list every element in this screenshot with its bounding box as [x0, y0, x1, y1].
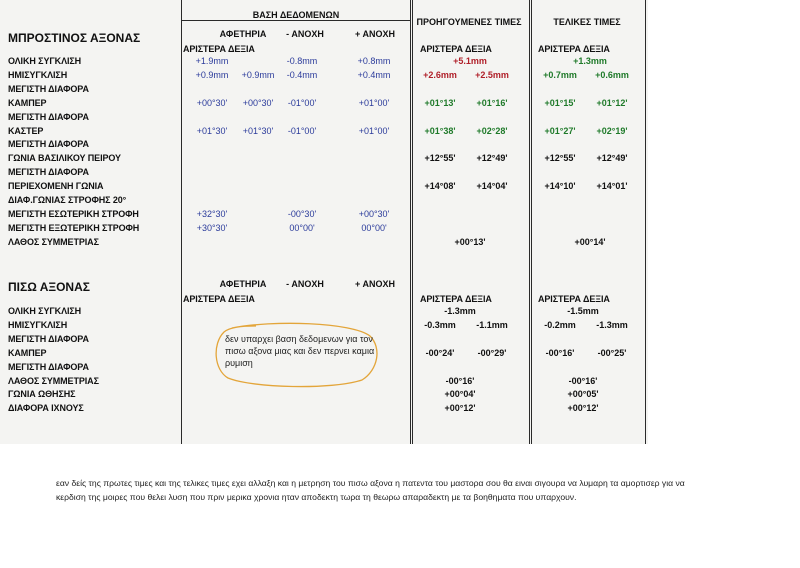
final-right-value: +0.6mm [595, 69, 629, 80]
front-row-label: ΚΑΣΤΕΡ [8, 125, 44, 136]
start-subheader: ΑΦΕΤΗΡΙΑ [219, 29, 267, 39]
tol-minus-subheader: - ΑΝΟΧΗ [286, 29, 324, 39]
rear-final-right-value: -00°25' [597, 347, 627, 358]
prev-values-header: ΠΡΟΗΓΟΥΜΕΝΕΣ ΤΙΜΕΣ [416, 17, 522, 27]
tol-minus-value: -00°30' [287, 208, 317, 219]
front-row-label: ΜΕΓΙΣΤΗ ΕΞΩΤΕΡΙΚΗ ΣΤΡΟΦΗ [8, 222, 140, 233]
rear-prev-right-value: -00°29' [477, 347, 507, 358]
front-row-label: ΔΙΑΦ.ΓΩΝΙΑΣ ΣΤΡΟΦΗΣ 20° [8, 195, 127, 205]
front-row-label: ΓΩΝΙΑ ΒΑΣΙΛΙΚΟΥ ΠΕΙΡΟΥ [8, 153, 121, 164]
prev-right-value: +2.5mm [475, 69, 509, 80]
final-right-value: +14°01' [596, 181, 628, 192]
tol-plus-value: +01°00' [358, 125, 390, 136]
rear-prev-left-value: +00°04' [444, 389, 476, 400]
db-right-value: +00°30' [242, 97, 274, 108]
rear-prev-left-value: -00°16' [445, 375, 475, 386]
front-row-label: ΜΕΓΙΣΤΗ ΔΙΑΦΟΡΑ [8, 139, 89, 150]
db-left-value: +1.9mm [195, 56, 229, 66]
rear-final-left-value: -00°16' [568, 375, 598, 386]
prev-left-value: +12°55' [424, 153, 456, 164]
rear-final-left-value: -00°16' [545, 347, 575, 358]
final-left-value: +1.3mm [573, 56, 607, 66]
column-divider-final [529, 0, 530, 444]
rear-final-left-value: +00°12' [567, 403, 599, 414]
rear-final-left-right: ΑΡΙΣΤΕΡΑ ΔΕΞΙΑ [538, 294, 610, 304]
rear-final-right-value: -1.3mm [596, 319, 628, 330]
rear-row-label: ΗΜΙΣΥΓΚΛΙΣΗ [8, 319, 68, 330]
rear-prev-left-right: ΑΡΙΣΤΕΡΑ ΔΕΞΙΑ [420, 294, 492, 304]
rear-row-label: ΜΕΓΙΣΤΗ ΔΙΑΦΟΡΑ [8, 333, 89, 344]
prev-right-value: +12°49' [476, 153, 508, 164]
prev-left-value: +2.6mm [423, 69, 457, 80]
tol-plus-value: +0.8mm [357, 56, 391, 66]
final-left-value: +01°27' [544, 125, 576, 136]
front-row-label: ΜΕΓΙΣΤΗ ΕΣΩΤΕΡΙΚΗ ΣΤΡΟΦΗ [8, 208, 139, 219]
front-final-left-right: ΑΡΙΣΤΕΡΑ ΔΕΞΙΑ [538, 44, 610, 54]
tol-minus-value: -0.8mm [286, 56, 318, 66]
prev-left-value: +01°38' [424, 125, 456, 136]
final-left-value: +00°14' [574, 236, 606, 247]
db-header: ΒΑΣΗ ΔΕΔΟΜΕΝΩΝ [252, 10, 340, 20]
rear-row-label: ΓΩΝΙΑ ΩΘΗΣΗΣ [8, 389, 76, 400]
column-divider-prev-2 [412, 0, 413, 444]
prev-left-value: +01°13' [424, 97, 456, 108]
rear-row-label: ΟΛΙΚΗ ΣΥΓΚΛΙΣΗ [8, 306, 82, 316]
tol-plus-subheader: + ΑΝΟΧΗ [355, 29, 395, 39]
front-row-label: ΠΕΡΙΕΧΟΜΕΝΗ ΓΩΝΙΑ [8, 181, 104, 192]
rear-start-subheader: ΑΦΕΤΗΡΙΑ [219, 279, 267, 289]
rear-row-label: ΜΕΓΙΣΤΗ ΔΙΑΦΟΡΑ [8, 361, 89, 372]
final-values-header: ΤΕΛΙΚΕΣ ΤΙΜΕΣ [553, 17, 621, 27]
final-left-value: +01°15' [544, 97, 576, 108]
final-right-value: +12°49' [596, 153, 628, 164]
tol-plus-value: +0.4mm [357, 69, 391, 80]
prev-left-value: +00°13' [454, 236, 486, 247]
sheet-right-edge [645, 0, 646, 444]
rear-final-left-value: +00°05' [567, 389, 599, 400]
tol-plus-value: 00°00' [361, 222, 387, 233]
rear-axle-title: ΠΙΣΩ ΑΞΟΝΑΣ [8, 280, 90, 294]
front-row-label: ΜΕΓΙΣΤΗ ΔΙΑΦΟΡΑ [8, 111, 89, 122]
tol-plus-value: +00°30' [358, 208, 390, 219]
final-left-value: +12°55' [544, 153, 576, 164]
front-row-label: ΜΕΓΙΣΤΗ ΔΙΑΦΟΡΑ [8, 83, 89, 94]
rear-db-left-right: ΑΡΙΣΤΕΡΑ ΔΕΞΙΑ [183, 294, 255, 304]
front-row-label: ΗΜΙΣΥΓΚΛΙΣΗ [8, 69, 68, 80]
forum-comment-text: εαν δείς της πρωτες τιμες και της τελικες τιμες εχει αλλαξη και η μετρηση του πισω αξονα η πατεντα του μαστορα σου θα ειναι σιγουρα να λυμαρη τα αμορτισερ για να κερδιση της μοιρες που θελει λυση που πριν μερικα χρονια ηταν αποδεκτη τωρα τη θεωρω απαραδεκτη με τα βοηθηματα που υπαρχουν. [56, 478, 685, 502]
front-prev-left-right: ΑΡΙΣΤΕΡΑ ΔΕΞΙΑ [420, 44, 492, 54]
rear-tol-plus-subheader: + ΑΝΟΧΗ [355, 279, 395, 289]
rear-prev-right-value: -1.1mm [476, 319, 508, 330]
front-row-label: ΟΛΙΚΗ ΣΥΓΚΛΙΣΗ [8, 56, 82, 66]
rear-row-label: ΔΙΑΦΟΡΑ ΙΧΝΟΥΣ [8, 403, 84, 414]
tol-minus-value: -0.4mm [286, 69, 318, 80]
db-left-value: +01°30' [196, 125, 228, 136]
front-axle-title: ΜΠΡΟΣΤΙΝΟΣ ΑΞΟΝΑΣ [8, 31, 141, 45]
rear-final-left-value: -0.2mm [544, 319, 576, 330]
db-right-value: +01°30' [242, 125, 274, 136]
rear-prev-left-value: -1.3mm [444, 306, 476, 316]
final-right-value: +01°12' [596, 97, 628, 108]
column-divider-prev [410, 0, 411, 444]
final-left-value: +0.7mm [543, 69, 577, 80]
no-rear-database-note: δεν υπαρχει βαση δεδομενων για τον πισω αξονα μιας και δεν περνει καμια ρυμιση [225, 334, 375, 368]
prev-left-value: +5.1mm [453, 56, 487, 66]
prev-left-value: +14°08' [424, 181, 456, 192]
db-header-underline [181, 20, 411, 21]
prev-right-value: +14°04' [476, 181, 508, 192]
tol-minus-value: 00°00' [289, 222, 315, 233]
tol-minus-value: -01°00' [287, 125, 317, 136]
final-left-value: +14°10' [544, 181, 576, 192]
rear-prev-left-value: +00°12' [444, 403, 476, 414]
rear-row-label: ΚΑΜΠΕΡ [8, 347, 47, 358]
front-row-label: ΚΑΜΠΕΡ [8, 97, 47, 108]
db-left-value: +30°30' [196, 222, 228, 233]
db-left-value: +0.9mm [195, 69, 229, 80]
final-right-value: +02°19' [596, 125, 628, 136]
tol-minus-value: -01°00' [287, 97, 317, 108]
db-left-value: +32°30' [196, 208, 228, 219]
front-row-label: ΜΕΓΙΣΤΗ ΔΙΑΦΟΡΑ [8, 167, 89, 178]
column-divider-final-2 [531, 0, 532, 444]
rear-prev-left-value: -00°24' [425, 347, 455, 358]
rear-row-label: ΛΑΘΟΣ ΣΥΜΜΕΤΡΙΑΣ [8, 375, 99, 386]
rear-final-left-value: -1.5mm [567, 306, 599, 316]
tol-plus-value: +01°00' [358, 97, 390, 108]
rear-prev-left-value: -0.3mm [424, 319, 456, 330]
db-right-value: +0.9mm [241, 69, 275, 80]
rear-tol-minus-subheader: - ΑΝΟΧΗ [286, 279, 324, 289]
prev-right-value: +02°28' [476, 125, 508, 136]
prev-right-value: +01°16' [476, 97, 508, 108]
front-row-label: ΛΑΘΟΣ ΣΥΜΜΕΤΡΙΑΣ [8, 236, 99, 247]
front-db-left-right: ΑΡΙΣΤΕΡΑ ΔΕΞΙΑ [183, 44, 255, 54]
db-left-value: +00°30' [196, 97, 228, 108]
